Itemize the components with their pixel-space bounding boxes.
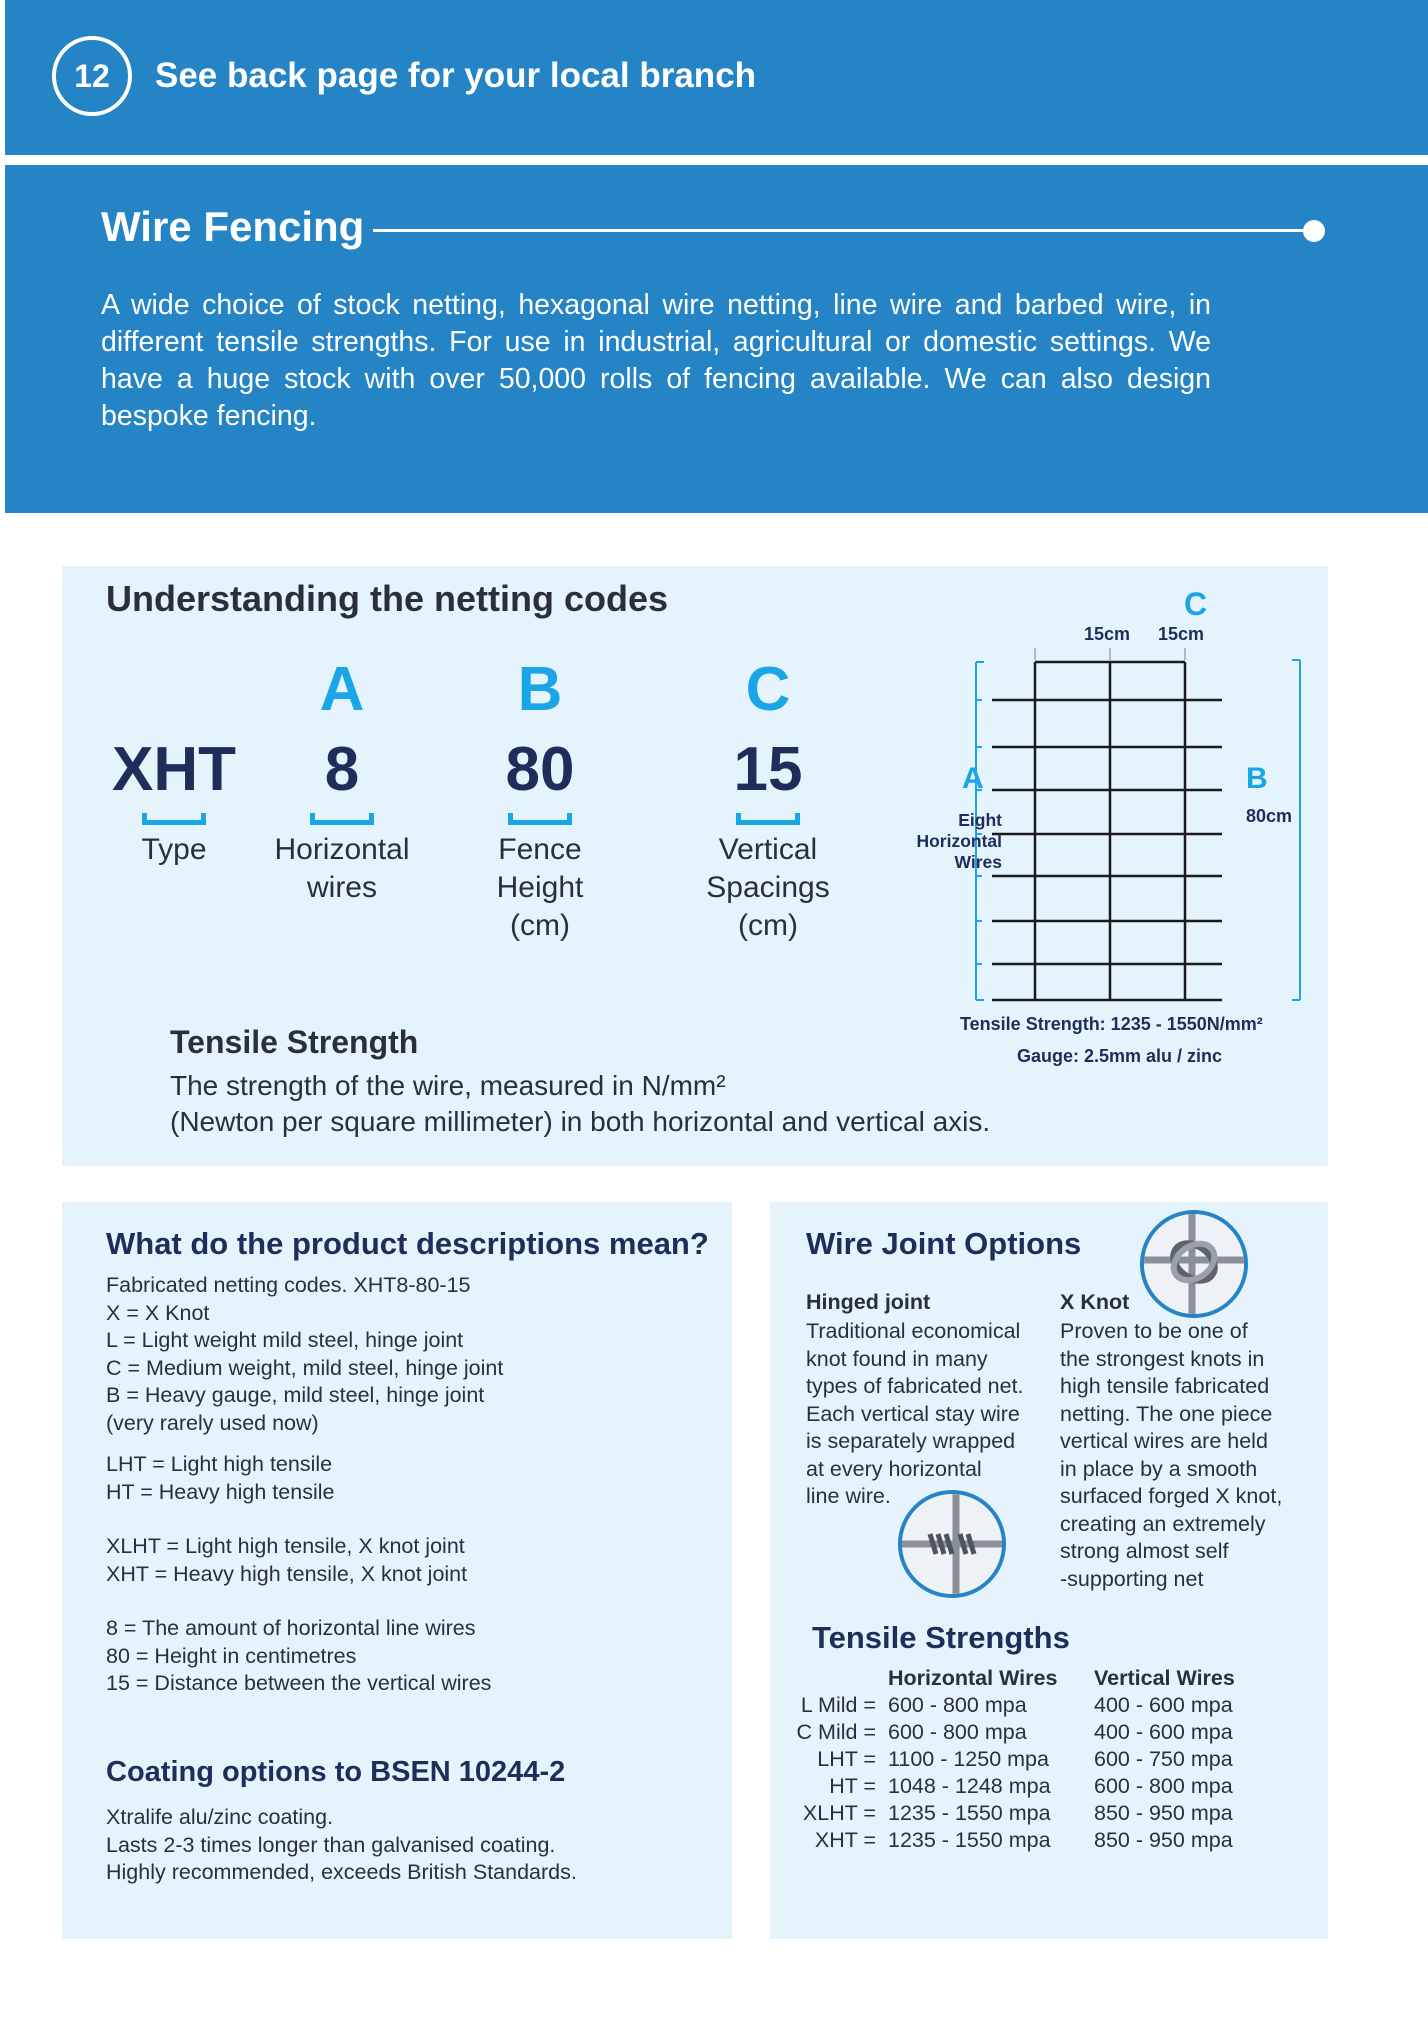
brace-b <box>508 813 572 825</box>
desc-line: X = X Knot <box>106 1300 210 1325</box>
diagram-label-a: A <box>962 762 984 795</box>
row-vertical: 600 - 800 mpa <box>1094 1774 1233 1798</box>
joints-title: Wire Joint Options <box>806 1226 1082 1261</box>
code-value-type: XHT <box>112 735 236 804</box>
coating-line: Highly recommended, exceeds British Standards. <box>106 1860 577 1884</box>
hinged-line: Traditional economical <box>806 1319 1021 1343</box>
xknot-title: X Knot <box>1060 1290 1130 1314</box>
label-line: Height <box>496 871 584 904</box>
tensile-strengths-title: Tensile Strengths <box>812 1620 1070 1655</box>
desc-line: HT = Heavy high tensile <box>106 1479 335 1504</box>
diagram-spacing-2: 15cm <box>1158 624 1205 644</box>
row-horizontal: 1235 - 1550 mpa <box>888 1828 1051 1852</box>
desc-line: L = Light weight mild steel, hinge joint <box>106 1328 464 1352</box>
diagram-spacing-1: 15cm <box>1084 624 1131 644</box>
header-vertical: Vertical Wires <box>1094 1666 1235 1690</box>
label-line: Fence <box>498 833 582 866</box>
xknot-line: strong almost self <box>1060 1539 1229 1563</box>
row-horizontal: 600 - 800 mpa <box>888 1720 1027 1744</box>
code-letter-a: A <box>319 655 365 724</box>
hinged-line: types of fabricated net. <box>806 1374 1024 1398</box>
page-title: Wire Fencing <box>101 203 365 250</box>
a-desc-line: Horizontal <box>916 831 1002 851</box>
netting-grid <box>992 662 1222 1000</box>
desc-line: LHT = Light high tensile <box>106 1452 333 1476</box>
hinged-joint-image <box>896 1488 1008 1600</box>
x-knot-image <box>1138 1208 1250 1320</box>
tensile-strength-line1: The strength of the wire, measured in N/mm² <box>170 1070 726 1101</box>
descriptions-list <box>106 1272 503 1698</box>
row-vertical: 400 - 600 mpa <box>1094 1720 1233 1744</box>
brace-a <box>310 813 374 825</box>
hinged-title: Hinged joint <box>806 1290 931 1314</box>
descriptions-title: What do the product descriptions mean? <box>106 1226 709 1261</box>
table-row <box>790 1693 1235 1720</box>
row-name: L Mild = <box>800 1693 876 1717</box>
header-horizontal: Horizontal Wires <box>888 1666 1058 1690</box>
diagram-label-b: B <box>1246 762 1268 795</box>
header-blank <box>790 1666 888 1693</box>
label-line: (cm) <box>510 909 570 942</box>
code-label-b <box>440 831 640 945</box>
xknot-line: high tensile fabricated <box>1060 1374 1270 1398</box>
table-header-row <box>790 1666 1235 1693</box>
row-vertical: 850 - 950 mpa <box>1094 1828 1233 1852</box>
a-desc-line: Eight <box>958 810 1002 830</box>
row-name: LHT = <box>817 1747 876 1771</box>
hinged-line: is separately wrapped <box>806 1429 1016 1453</box>
desc-line: (very rarely used now) <box>106 1410 319 1435</box>
wire-joint-panel <box>770 1202 1328 1939</box>
row-horizontal: 600 - 800 mpa <box>888 1693 1027 1717</box>
diagram-tensile: Tensile Strength: 1235 - 1550N/mm² <box>960 1014 1263 1034</box>
title-rule-dot <box>1303 220 1325 242</box>
hinged-line: line wire. <box>806 1484 891 1508</box>
desc-line: 15 = Distance between the vertical wires <box>106 1671 492 1695</box>
xknot-line: creating an extremely <box>1060 1511 1266 1536</box>
a-desc-line: Wires <box>954 852 1002 872</box>
diagram-label-c: C <box>1184 586 1208 622</box>
brace-c <box>736 813 800 825</box>
diagram-a-desc <box>892 810 1002 873</box>
tensile-strength-line2: (Newton per square millimeter) in both horizontal and vertical axis. <box>170 1106 991 1137</box>
desc-line: B = Heavy gauge, mild steel, hinge joint <box>106 1383 485 1407</box>
brace-type <box>142 813 206 825</box>
top-bar <box>5 0 1428 155</box>
row-horizontal: 1048 - 1248 mpa <box>888 1774 1051 1798</box>
code-letter-b: B <box>517 655 563 724</box>
hinged-desc <box>806 1318 1024 1511</box>
bracket-b <box>1292 660 1300 1000</box>
hero-section <box>5 165 1428 513</box>
tensile-table <box>790 1666 1235 1855</box>
row-name: C Mild = <box>796 1720 876 1744</box>
tensile-strength-title: Tensile Strength <box>170 1024 419 1060</box>
xknot-line: surfaced forged X knot, <box>1060 1484 1283 1508</box>
table-row <box>790 1774 1235 1801</box>
xknot-line: Proven to be one of <box>1060 1319 1248 1343</box>
row-vertical: 400 - 600 mpa <box>1094 1693 1233 1717</box>
table-row <box>790 1720 1235 1747</box>
coating-title: Coating options to BSEN 10244-2 <box>106 1756 566 1788</box>
spacing-ticks <box>1035 648 1185 660</box>
desc-line: C = Medium weight, mild steel, hinge joint <box>106 1355 504 1380</box>
netting-diagram <box>942 586 1322 1006</box>
table-row <box>790 1747 1235 1774</box>
label-line: (cm) <box>738 909 798 942</box>
code-value-a: 8 <box>324 735 360 804</box>
code-label-a <box>242 831 442 907</box>
hinged-line: Each vertical stay wire <box>806 1401 1020 1426</box>
row-name: XHT = <box>814 1828 876 1852</box>
branch-text: See back page for your local branch <box>155 56 757 95</box>
desc-line: Fabricated netting codes. XHT8-80-15 <box>106 1273 471 1297</box>
row-name: XLHT = <box>802 1801 876 1825</box>
row-horizontal: 1100 - 1250 mpa <box>888 1747 1049 1771</box>
xknot-line: netting. The one piece <box>1060 1401 1273 1426</box>
label-line: Type <box>141 833 207 866</box>
xknot-line: vertical wires are held <box>1060 1429 1268 1453</box>
hinged-line: knot found in many <box>806 1346 988 1371</box>
xknot-desc <box>1060 1318 1282 1593</box>
hinged-line: at every horizontal <box>806 1456 982 1481</box>
xknot-line: the strongest knots in <box>1060 1346 1265 1371</box>
desc-line: 8 = The amount of horizontal line wires <box>106 1616 476 1640</box>
label-line: Spacings <box>706 871 830 904</box>
netting-title: Understanding the netting codes <box>106 578 669 619</box>
desc-line: 80 = Height in centimetres <box>106 1643 357 1668</box>
row-vertical: 850 - 950 mpa <box>1094 1801 1233 1825</box>
xknot-line: in place by a smooth <box>1060 1456 1258 1481</box>
xknot-line: -supporting net <box>1060 1566 1204 1591</box>
coating-line: Lasts 2-3 times longer than galvanised coating. <box>106 1832 556 1857</box>
table-row <box>790 1801 1235 1828</box>
netting-codes-panel <box>62 566 1328 1166</box>
code-letter-c: C <box>745 655 791 724</box>
desc-line: XHT = Heavy high tensile, X knot joint <box>106 1561 468 1586</box>
coating-list <box>106 1804 577 1887</box>
row-name: HT = <box>829 1774 876 1798</box>
label-line: Vertical <box>718 833 818 866</box>
product-descriptions-panel <box>62 1202 732 1939</box>
diagram-b-desc: 80cm <box>1246 806 1293 826</box>
hero-description: A wide choice of stock netting, hexagonal wire netting, line wire and barbed wire, in different tensile strengths. For use in industrial, agricultural or domestic settings. We have a huge stock with over 50,000 rolls of fencing available. We can also design bespoke fencing. <box>101 289 1211 432</box>
table-row <box>790 1828 1235 1855</box>
diagram-gauge: Gauge: 2.5mm alu / zinc <box>1017 1046 1223 1066</box>
code-value-b: 80 <box>505 735 575 804</box>
spacer <box>106 1506 503 1533</box>
spacer <box>106 1588 503 1615</box>
row-horizontal: 1235 - 1550 mpa <box>888 1801 1051 1825</box>
code-value-c: 15 <box>733 735 803 804</box>
spacer <box>106 1437 503 1451</box>
desc-line: XLHT = Light high tensile, X knot joint <box>106 1534 465 1558</box>
label-line: Horizontal <box>274 833 410 866</box>
page-number: 12 <box>52 36 132 116</box>
row-vertical: 600 - 750 mpa <box>1094 1747 1233 1771</box>
label-line: wires <box>306 871 377 904</box>
title-rule <box>373 229 1313 232</box>
coating-line: Xtralife alu/zinc coating. <box>106 1805 334 1829</box>
code-label-c <box>668 831 868 945</box>
